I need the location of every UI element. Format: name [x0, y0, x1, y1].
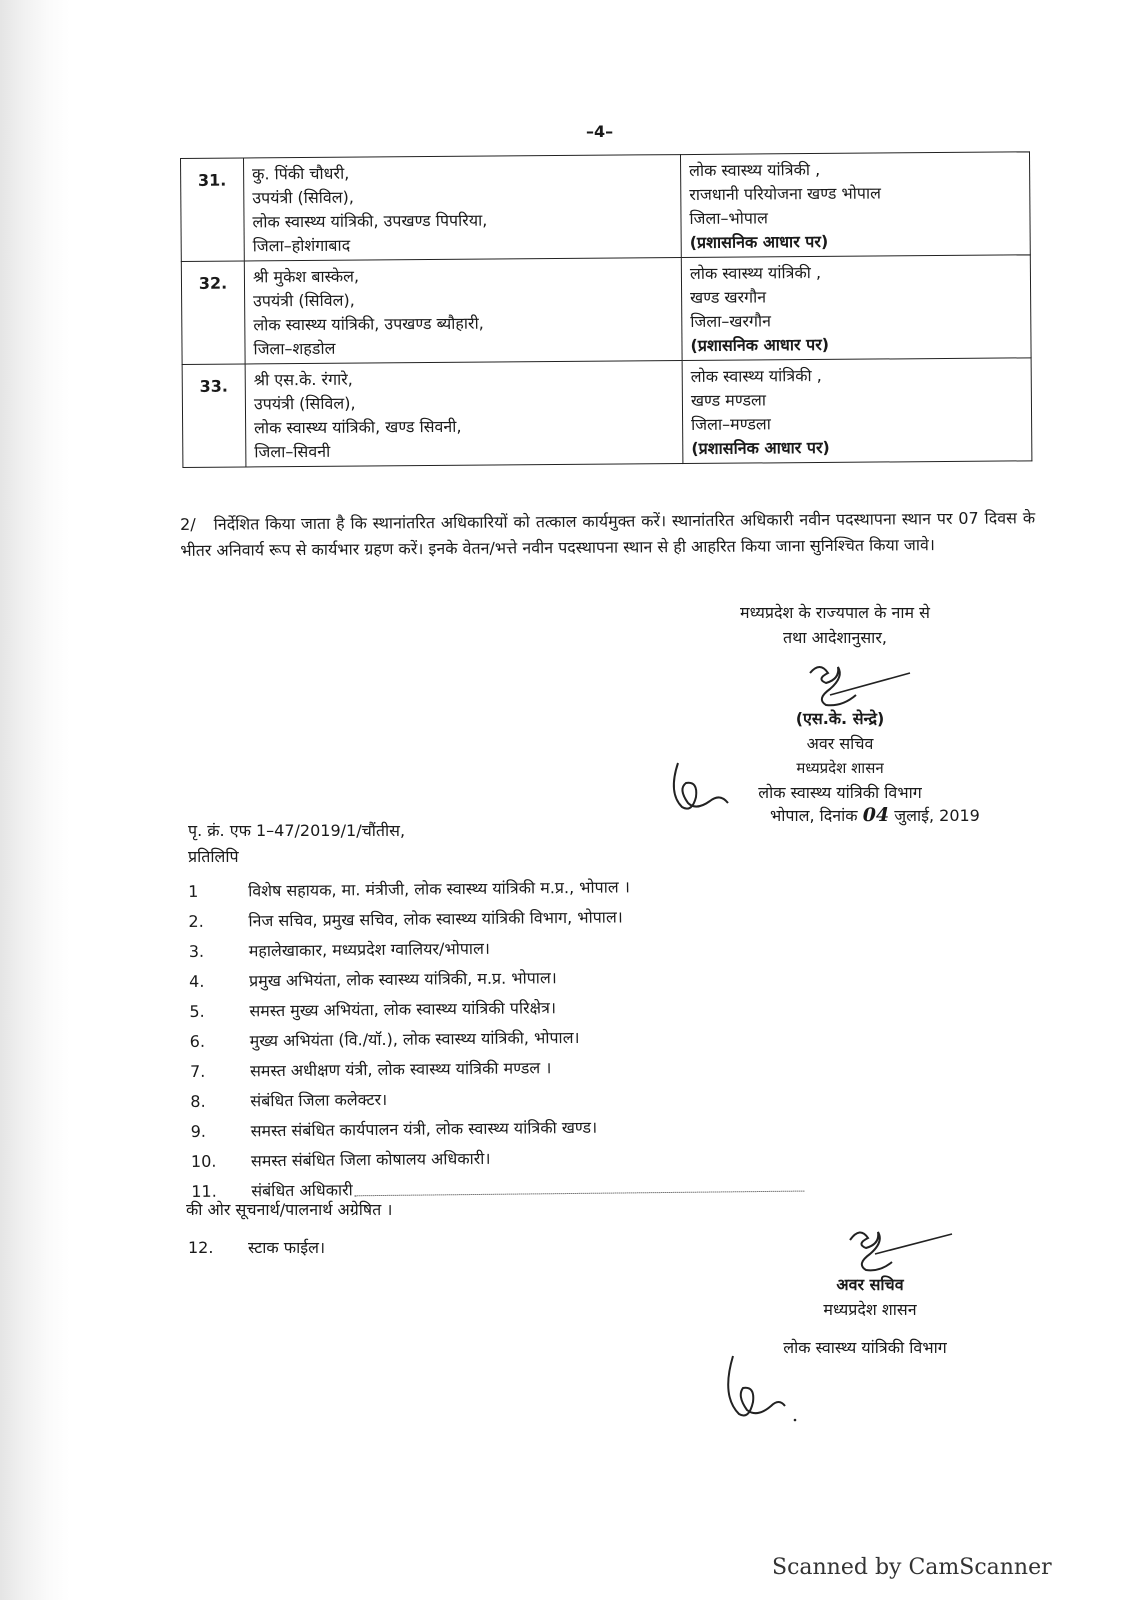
date-day: 04 — [862, 804, 890, 826]
transfer-basis: (प्रशासनिक आधार पर) — [691, 437, 830, 458]
list-item: 10. समस्त संबंधित जिला कोषालय अधिकारी। — [190, 1148, 491, 1171]
copy-heading: प्रतिलिपि — [188, 847, 239, 866]
final-signatory-govt: मध्यप्रदेश शासन — [823, 1300, 917, 1319]
paragraph-text: निर्देशित किया जाता है कि स्थानांतरित अधिकारियों को तत्काल कार्यमुक्त करें। स्थानांतरित अधिकारी नवीन पदस्थापना स्थान पर 07 दिवस के भीतर अनिवार्य रूप से कार्यभार ग्रहण करें। इनके वेतन/भत्ते नवीन पदस्थापना स्थान से ही आहरित किया जाना सुनिश्चित किया जावे। — [180, 508, 1036, 560]
place-date — [770, 803, 1040, 828]
table-row — [181, 152, 1031, 262]
page-number: –4– — [586, 122, 614, 141]
list-item: 2. निज सचिव, प्रमुख सचिव, लोक स्वास्थ्य यांत्रिकी विभाग, भोपाल। — [188, 907, 623, 931]
list-item: 7. समस्त अधीक्षण यंत्री, लोक स्वास्थ्य यांत्रिकी मण्डल । — [189, 1058, 552, 1081]
new-office: राजधानी परियोजना खण्ड भोपाल — [689, 183, 882, 205]
signatory-govt: मध्यप्रदेश शासन — [796, 759, 884, 777]
transfer-basis: (प्रशासनिक आधार पर) — [690, 334, 830, 355]
list-item: 4. प्रमुख अभियंता, लोक स्वास्थ्य यांत्रिकी, म.प्र. भोपाल। — [189, 968, 557, 991]
list-item: 1 विशेष सहायक, मा. मंत्रीजी, लोक स्वास्थ्य यांत्रिकी म.प्र., भोपाल । — [188, 877, 630, 901]
current-district: जिला–होशंगाबाद — [252, 235, 351, 256]
list-item: 6. मुख्य अभियंता (वि./यॉ.), लोक स्वास्थ्य यांत्रिकी, भोपाल। — [189, 1027, 580, 1051]
signatory-name: (एस.के. सेन्द्रे) — [795, 709, 885, 728]
officer-designation: उपयंत्री (सिविल), — [253, 290, 355, 311]
date-month-year: जुलाई, 2019 — [894, 806, 980, 825]
current-office: लोक स्वास्थ्य यांत्रिकी, खण्ड सिवनी, — [254, 416, 462, 438]
new-posting — [681, 255, 1031, 361]
table-row — [182, 358, 1032, 468]
list-item: 9. समस्त संबंधित कार्यपालन यंत्री, लोक स्वास्थ्य यांत्रिकी खण्ड। — [190, 1117, 598, 1141]
table-row — [181, 255, 1031, 365]
officer-name: श्री मुकेश बास्केल, — [252, 266, 360, 287]
officer-name: कु. पिंकी चौधरी, — [252, 163, 350, 184]
instruction-paragraph — [180, 505, 1035, 564]
serial-number: 32. — [181, 261, 245, 364]
new-district: जिला–भोपाल — [689, 208, 769, 229]
copy-list — [188, 869, 891, 1206]
new-posting — [682, 358, 1032, 464]
forward-note: की ओर सूचनार्थ/पालनार्थ अग्रेषित । — [186, 1200, 393, 1219]
officer-name: श्री एस.के. रंगारे, — [253, 369, 353, 390]
new-dept: लोक स्वास्थ्य यांत्रिकी , — [689, 262, 822, 283]
list-item: 8. संबंधित जिला कलेक्टर। — [190, 1089, 388, 1111]
authority-line-2: तथा आदेशानुसार, — [783, 628, 887, 647]
officer-details — [245, 361, 683, 467]
reference-number: पृ. क्रं. एफ 1–47/2019/1/चौंतीस, — [188, 821, 406, 840]
new-office: खण्ड मण्डला — [690, 390, 767, 410]
signatory-title: अवर सचिव — [806, 734, 874, 753]
officer-designation: उपयंत्री (सिविल), — [252, 187, 355, 208]
final-signatory-block — [760, 1272, 980, 1322]
new-district: जिला–खरगौन — [690, 311, 772, 331]
paragraph-number: 2/ — [180, 514, 196, 534]
list-item: 3. महालेखाकार, मध्यप्रदेश ग्वालियर/भोपाल। — [188, 938, 491, 961]
final-signatory-title: अवर सचिव — [836, 1275, 904, 1294]
signatory-block — [740, 706, 940, 781]
scan-shadow-edge — [0, 0, 70, 1600]
transfer-basis: (प्रशासनिक आधार पर) — [689, 231, 829, 252]
officer-details — [244, 258, 682, 364]
new-posting — [680, 152, 1030, 258]
order-authority — [690, 600, 980, 650]
current-office: लोक स्वास्थ्य यांत्रिकी, उपखण्ड ब्यौहारी, — [253, 313, 484, 335]
place-date-prefix: भोपाल, दिनांक — [770, 806, 858, 825]
list-item: 12. स्टाक फाईल। — [188, 1238, 326, 1257]
new-district: जिला–मण्डला — [691, 414, 771, 434]
current-district: जिला–सिवनी — [254, 441, 331, 462]
reference-block — [188, 818, 405, 870]
initials-mark — [715, 1350, 815, 1430]
officer-details — [244, 155, 682, 261]
transfer-table — [180, 151, 1032, 468]
officer-designation: उपयंत्री (सिविल), — [253, 393, 356, 414]
current-office: लोक स्वास्थ्य यांत्रिकी, उपखण्ड पिपरिया, — [252, 210, 488, 232]
scanner-watermark: Scanned by CamScanner — [772, 1555, 1052, 1580]
authority-line-1: मध्यप्रदेश के राज्यपाल के नाम से — [740, 603, 930, 622]
list-item: 11. संबंधित अधिकारी — [191, 1169, 891, 1206]
new-dept: लोक स्वास्थ्य यांत्रिकी , — [690, 365, 822, 386]
serial-number: 31. — [181, 158, 245, 261]
serial-number: 33. — [182, 364, 246, 467]
current-district: जिला–शहडोल — [253, 338, 336, 359]
new-dept: लोक स्वास्थ्य यांत्रिकी , — [689, 159, 821, 181]
dotted-fill-line — [355, 1178, 805, 1196]
final-signatory-dept: लोक स्वास्थ्य यांत्रिकी विभाग — [783, 1338, 947, 1357]
signature-mark — [830, 1220, 960, 1280]
signatory-dept: लोक स्वास्थ्य यांत्रिकी विभाग — [758, 783, 922, 802]
list-item: 5. समस्त मुख्य अभियंता, लोक स्वास्थ्य यांत्रिकी परिक्षेत्र। — [189, 998, 557, 1021]
new-office: खण्ड खरगौन — [690, 287, 767, 307]
